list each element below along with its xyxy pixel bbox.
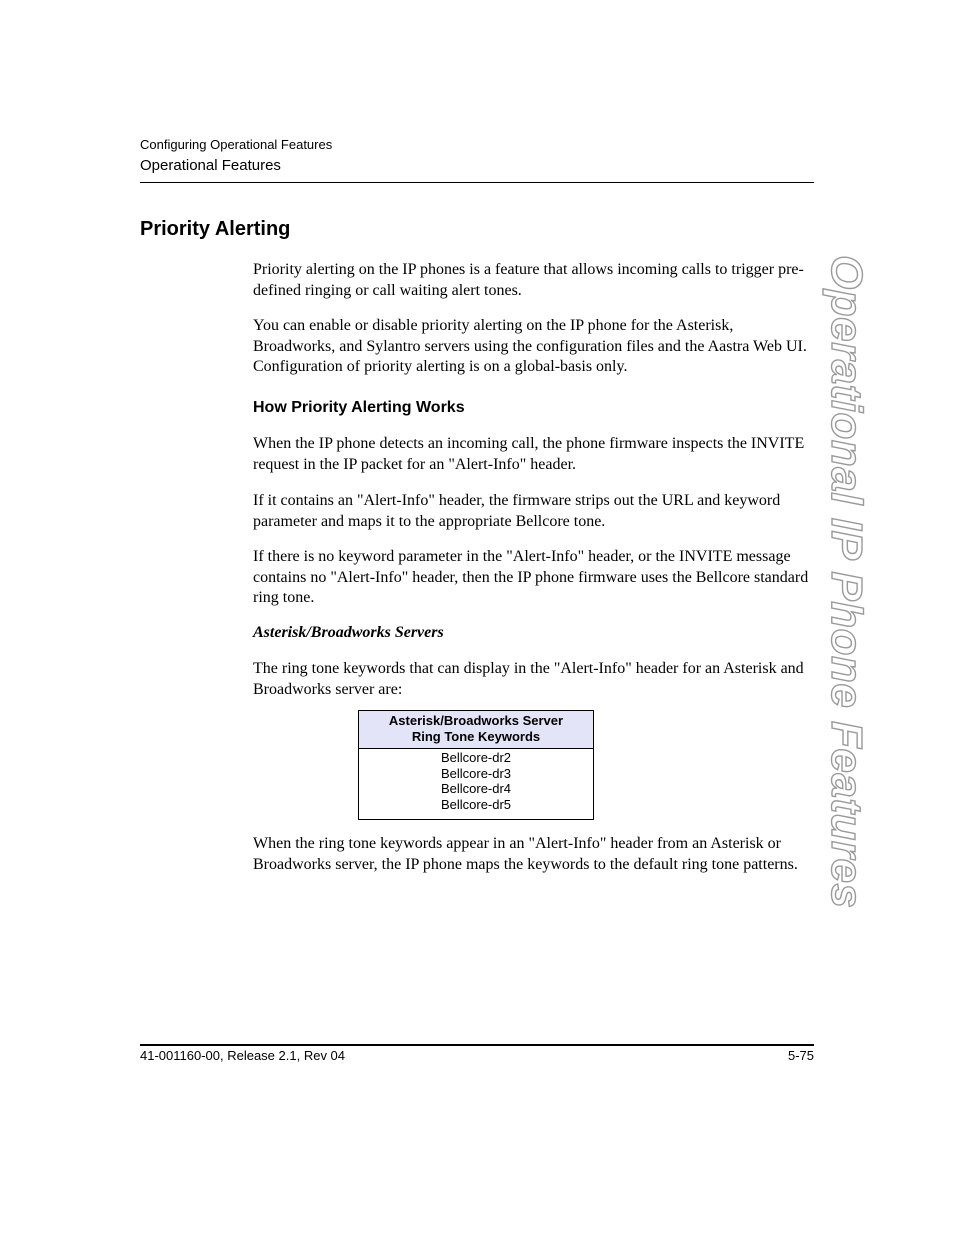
keyword-table-header-line2: Ring Tone Keywords [411,729,541,744]
page-title: Priority Alerting [140,218,291,240]
keyword-table-header [359,711,593,749]
subsection-heading: Asterisk/Broadworks Servers [253,624,444,641]
keyword-row: Bellcore-dr3 [440,765,512,781]
paragraph-intro-2: You can enable or disable priority alerting on the IP phone for the Asterisk, Broadworks, and Sylantro servers using the configuration files and the Aastra Web UI. Configuration of priority alerting is on a global-basis only. [253,317,807,375]
paragraph-servers-1: The ring tone keywords that can display in the "Alert-Info" header for an Asterisk and Broadworks server are: [253,660,804,698]
section-heading: How Priority Alerting Works [253,399,465,416]
keyword-row: Bellcore-dr5 [440,797,512,813]
footer-rule [140,1044,814,1046]
paragraph-works-3: If there is no keyword parameter in the "Alert-Info" header, or the INVITE message contains no "Alert-Info" header, then the IP phone firmware uses the Bellcore standard ring tone. [253,548,809,606]
running-header-section: Operational Features [140,157,281,174]
paragraph-intro-1: Priority alerting on the IP phones is a feature that allows incoming calls to trigger pre-defined ringing or call waiting alert tones. [253,261,804,299]
footer-doc-id: 41-001160-00, Release 2.1, Rev 04 [140,1048,346,1063]
keyword-row: Bellcore-dr4 [440,781,512,797]
header-rule [140,182,814,183]
side-chapter-title: Operational IP Phone Features [822,255,871,909]
paragraph-works-2: If it contains an "Alert-Info" header, the firmware strips out the URL and keyword parameter and maps it to the appropriate Bellcore tone. [253,492,781,530]
paragraph-servers-2: When the ring tone keywords appear in an "Alert-Info" header from an Asterisk or Broadworks server, the IP phone maps the keywords to the default ring tone patterns. [253,835,798,873]
running-header-chapter: Configuring Operational Features [140,137,333,152]
keyword-table [358,710,594,820]
paragraph-works-1: When the IP phone detects an incoming call, the phone firmware inspects the INVITE request in the IP packet for an "Alert-Info" header. [253,435,805,473]
keyword-table-header-line1: Asterisk/Broadworks Server [388,713,564,728]
keyword-row: Bellcore-dr2 [440,750,512,765]
keyword-table-body [359,749,593,813]
footer-page-number: 5-75 [787,1048,814,1063]
